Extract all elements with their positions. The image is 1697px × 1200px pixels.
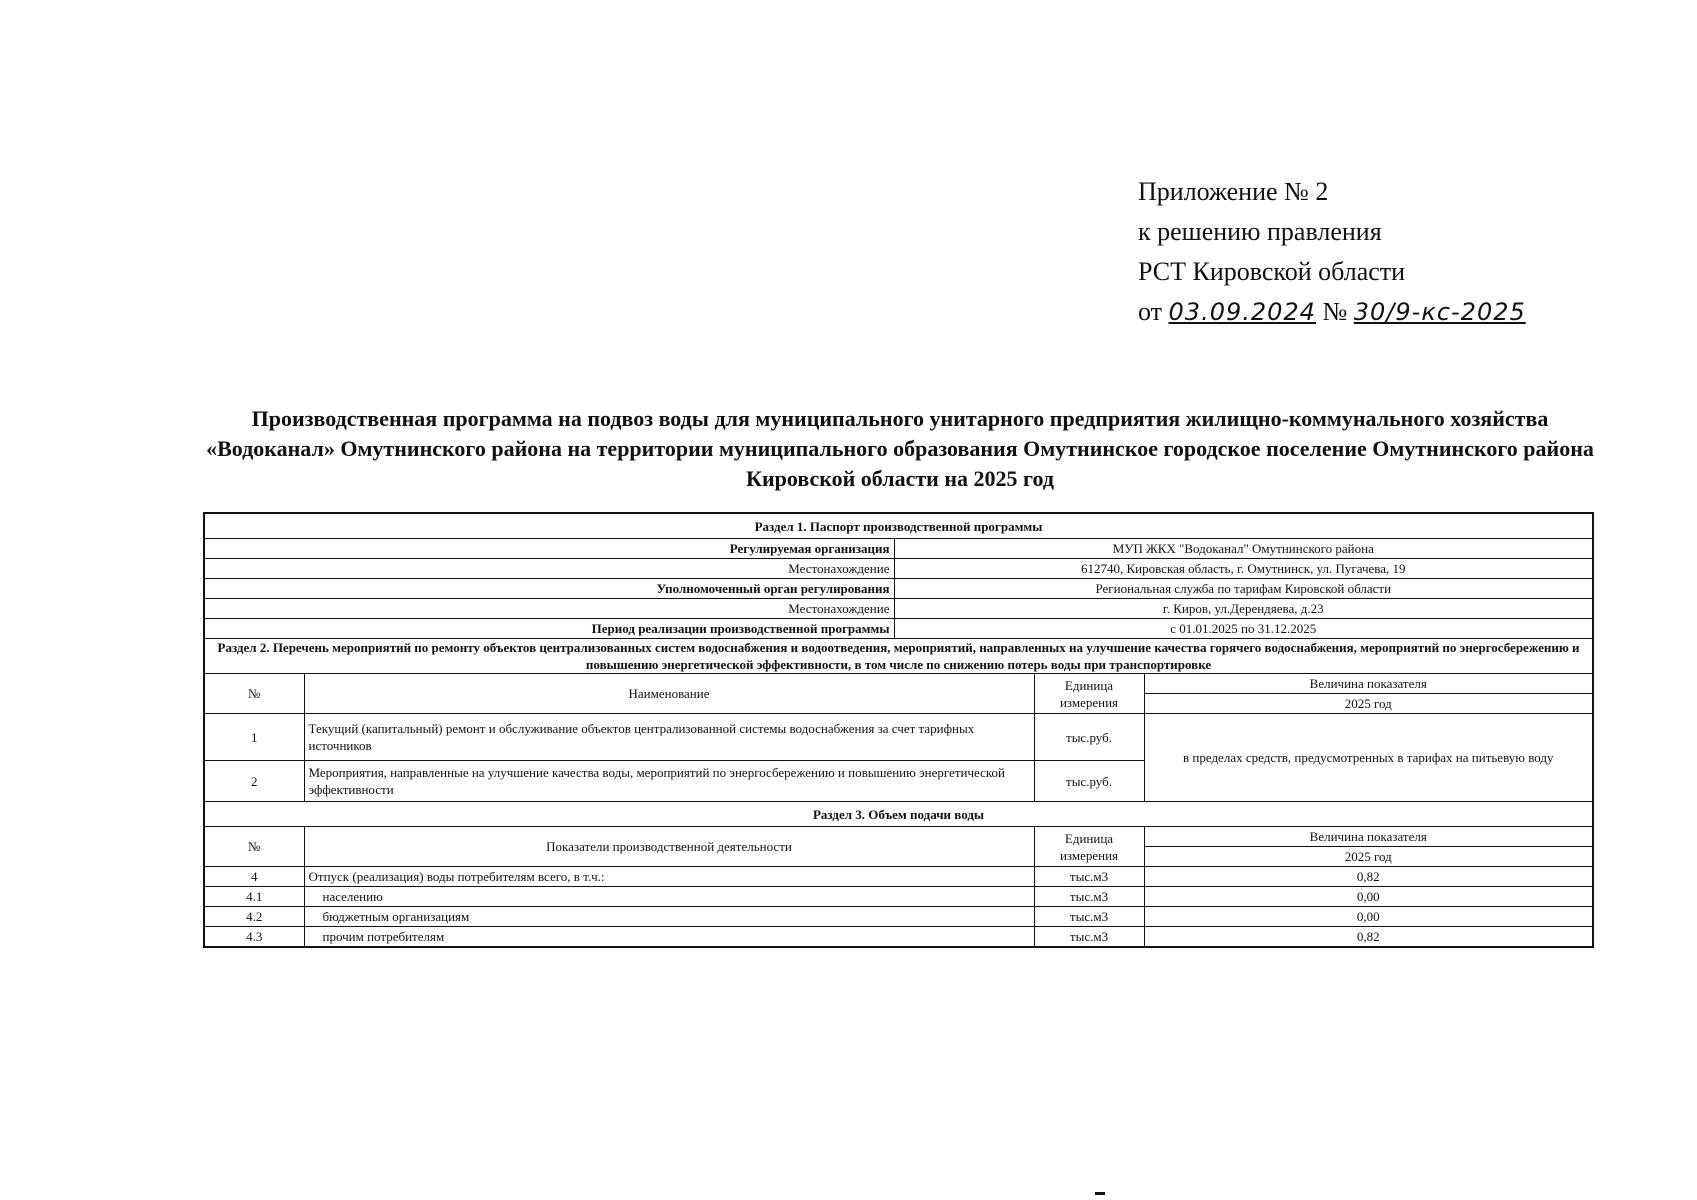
decision-line: к решению правления (1138, 217, 1382, 246)
row-unit: тыс.м3 (1034, 867, 1144, 887)
row-name: бюджетным организациям (304, 907, 1034, 927)
passport-value: г. Киров, ул.Дерендяева, д.23 (894, 599, 1593, 619)
col-header-no: № (204, 827, 304, 867)
appendix-number: Приложение № 2 (1138, 177, 1329, 206)
passport-label: Местонахождение (204, 599, 894, 619)
table-row (204, 714, 1593, 761)
col-header-value: Величина показателя (1144, 674, 1593, 694)
passport-value: Региональная служба по тарифам Кировской области (894, 579, 1593, 599)
handwritten-date: 03.09.2024 (1168, 298, 1316, 326)
row-name: Мероприятия, направленные на улучшение качества воды, мероприятий по энергосбережению и повышению энергетической эффективности (304, 761, 1034, 802)
passport-label: Местонахождение (204, 559, 894, 579)
row-no: 4.2 (204, 907, 304, 927)
table-row (204, 867, 1593, 887)
passport-label: Регулируемая организация (204, 539, 894, 559)
col-header-value: Величина показателя (1144, 827, 1593, 847)
row-value: 0,82 (1144, 927, 1593, 948)
row-no: 1 (204, 714, 304, 761)
row-value: 0,00 (1144, 887, 1593, 907)
passport-value: с 01.01.2025 по 31.12.2025 (894, 619, 1593, 639)
section2-heading: Раздел 2. Перечень мероприятий по ремонту объектов централизованных систем водоснабжения и водоотведения, мероприятий, направленных на улучшение качества горячего водоснабжения, мероприятий по энергосбережению и повышению энергетической эффективности, в том числе по снижению потерь воды при транспортировке (204, 639, 1593, 674)
table-row (204, 539, 1593, 559)
row-name: Текущий (капитальный) ремонт и обслуживание объектов централизованной системы водоснабжения за счет тарифных источников (304, 714, 1034, 761)
row-no: 4.3 (204, 927, 304, 948)
table-row (204, 559, 1593, 579)
section1-heading: Раздел 1. Паспорт производственной программы (204, 513, 1593, 539)
row-value: 0,00 (1144, 907, 1593, 927)
date-number-line (1138, 292, 1526, 332)
col-header-name: Наименование (304, 674, 1034, 714)
col-header-year: 2025 год (1144, 694, 1593, 714)
table-row (204, 579, 1593, 599)
col-header-name: Показатели производственной деятельности (304, 827, 1034, 867)
appendix-header (1138, 172, 1526, 332)
footer-mark (1095, 1192, 1105, 1195)
col-header-no: № (204, 674, 304, 714)
authority-line: РСТ Кировской области (1138, 257, 1406, 286)
table-row (204, 907, 1593, 927)
row-unit: тыс.руб. (1034, 761, 1144, 802)
row-unit: тыс.м3 (1034, 927, 1144, 948)
row-unit: тыс.м3 (1034, 887, 1144, 907)
passport-label: Уполномоченный орган регулирования (204, 579, 894, 599)
passport-label: Период реализации производственной программы (204, 619, 894, 639)
row-no: 2 (204, 761, 304, 802)
document-title: Производственная программа на подвоз воды для муниципального унитарного предприятия жилищно-коммунального хозяйства «Водоканал» Омутнинского района на территории муниципального образования Омутнинское городское поселение Омутнинского района Кировской области на 2025 год (206, 406, 1594, 491)
table-row (204, 887, 1593, 907)
merged-value: в пределах средств, предусмотренных в тарифах на питьевую воду (1144, 714, 1593, 802)
section3-heading: Раздел 3. Объем подачи воды (204, 802, 1593, 827)
number-sign: № (1322, 297, 1348, 326)
table-row (204, 927, 1593, 948)
row-value: 0,82 (1144, 867, 1593, 887)
passport-value: 612740, Кировская область, г. Омутнинск, ул. Пугачева, 19 (894, 559, 1593, 579)
table-row (204, 599, 1593, 619)
col-header-year: 2025 год (1144, 847, 1593, 867)
handwritten-number: 30/9-кс-2025 (1353, 298, 1526, 326)
col-header-unit: Единица измерения (1034, 827, 1144, 867)
row-unit: тыс.м3 (1034, 907, 1144, 927)
row-name: населению (304, 887, 1034, 907)
row-no: 4 (204, 867, 304, 887)
row-unit: тыс.руб. (1034, 714, 1144, 761)
table-row (204, 619, 1593, 639)
date-prefix: от (1138, 297, 1163, 326)
row-name: Отпуск (реализация) воды потребителям всего, в т.ч.: (304, 867, 1034, 887)
row-name: прочим потребителям (304, 927, 1034, 948)
passport-value: МУП ЖКХ "Водоканал" Омутнинского района (894, 539, 1593, 559)
program-table (203, 512, 1594, 948)
row-no: 4.1 (204, 887, 304, 907)
col-header-unit: Единица измерения (1034, 674, 1144, 714)
